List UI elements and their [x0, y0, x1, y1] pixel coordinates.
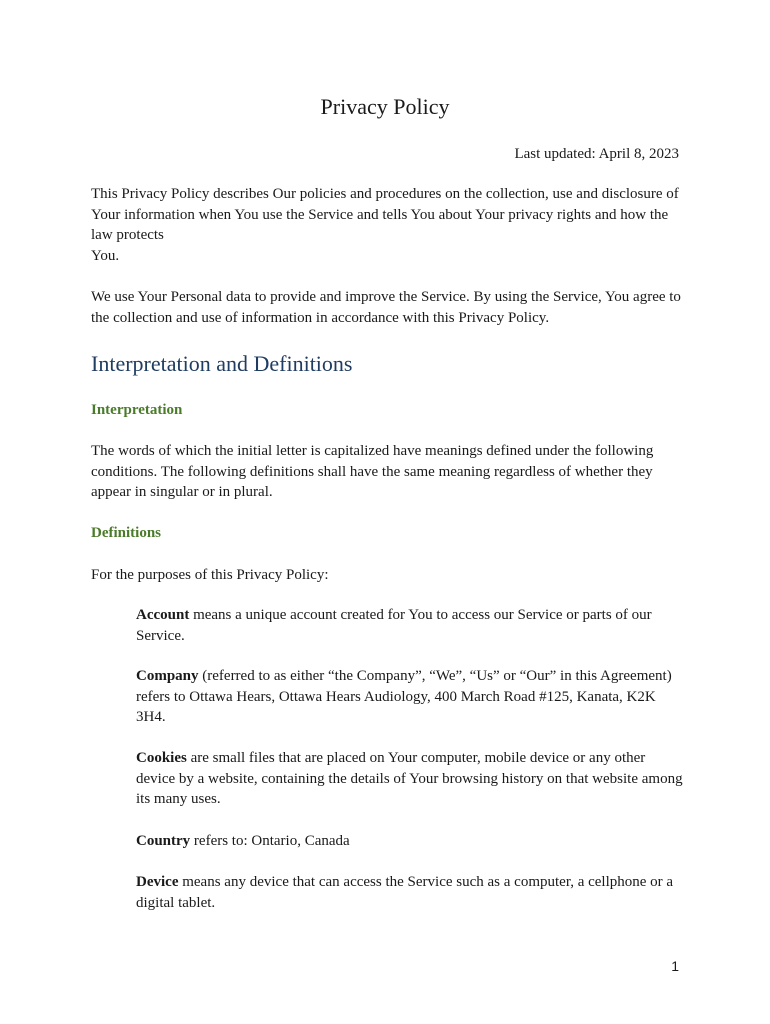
section-heading-interpretation-definitions: Interpretation and Definitions — [91, 351, 353, 376]
definition-term: Cookies — [136, 750, 187, 766]
document-title: Privacy Policy — [320, 94, 450, 119]
definition-text: (referred to as either “the Company”, “We”, “Us” or “Our” in this Agreement) refers to Ottawa Hears, Ottawa Hears Audiology, 400 March Road #125, Kanata, K2K 3H4. — [136, 668, 672, 726]
definition-term: Account — [136, 607, 190, 623]
definition-text: means a unique account created for You to access our Service or parts of our Service. — [136, 607, 652, 644]
definition-text: means any device that can access the Service such as a computer, a cellphone or a digital tablet. — [136, 874, 674, 911]
definition-text: are small files that are placed on Your computer, mobile device or any other device by a website, containing the details of Your browsing history on that website among its many uses. — [136, 750, 683, 808]
definition-device — [136, 872, 683, 913]
definition-term: Company — [136, 668, 199, 684]
definition-country — [136, 831, 683, 852]
definition-term: Country — [136, 833, 191, 849]
definition-term: Device — [136, 874, 179, 890]
page-number: 1 — [671, 958, 679, 974]
definition-company — [136, 666, 683, 728]
subheading-interpretation: Interpretation — [91, 402, 183, 418]
definition-text: refers to: Ontario, Canada — [190, 833, 350, 849]
definition-account — [136, 605, 683, 646]
subheading-definitions: Definitions — [91, 525, 162, 541]
intro-paragraph-1-text: This Privacy Policy describes Our policies and procedures on the collection, use and disclosure of Your information when You use the Service and tells You about Your privacy rights and how the law protects — [91, 186, 679, 244]
intro-paragraph-2: We use Your Personal data to provide and improve the Service. By using the Service, You agree to the collection and use of information in accordance with this Privacy Policy. — [91, 289, 681, 326]
last-updated-date: Last updated: April 8, 2023 — [514, 146, 679, 162]
definition-cookies — [136, 748, 683, 810]
interpretation-paragraph: The words of which the initial letter is capitalized have meanings defined under the following conditions. The following definitions shall have the same meaning regardless of whether they appear in singular or in plural. — [91, 443, 654, 501]
definitions-intro: For the purposes of this Privacy Policy: — [91, 567, 329, 583]
intro-paragraph-1-tail: You. — [91, 247, 120, 264]
intro-paragraph-1 — [91, 184, 683, 266]
